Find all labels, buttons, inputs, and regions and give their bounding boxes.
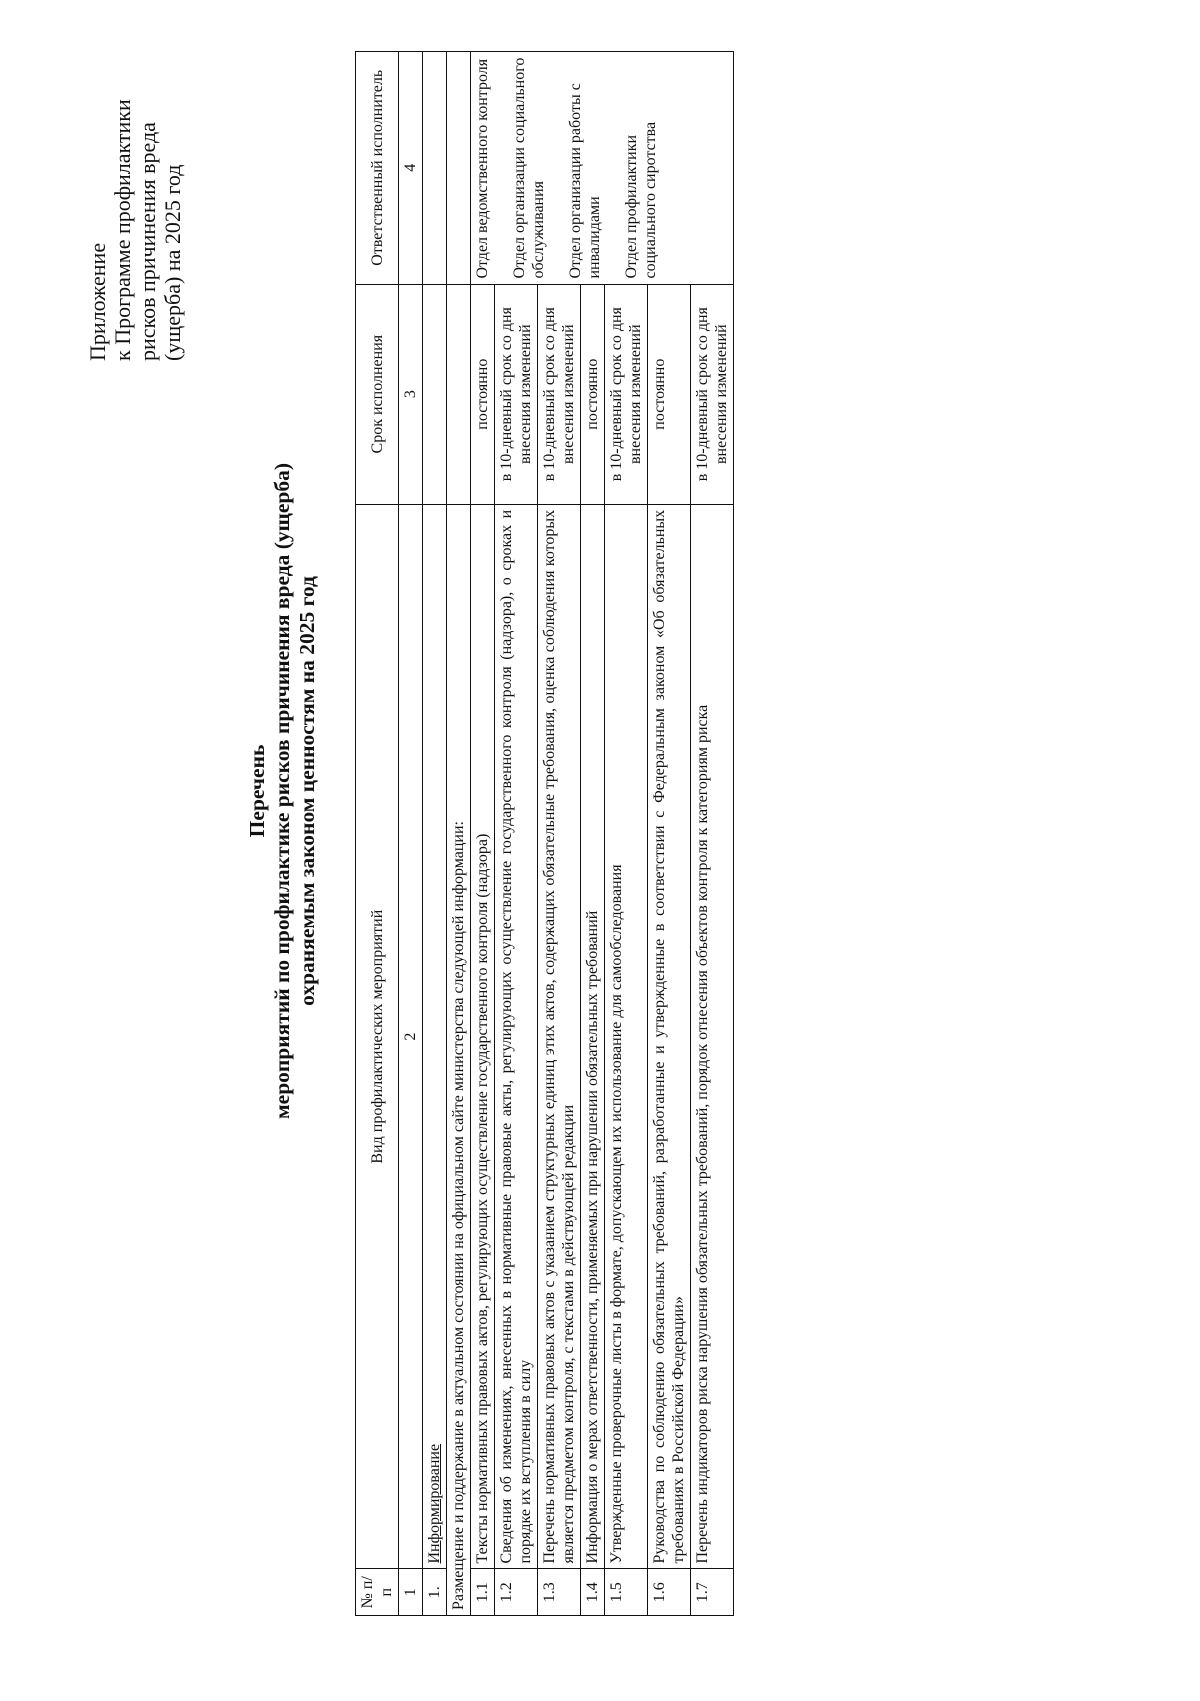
row-desc: Перечень индикаторов риска нарушения обязательных требований, порядок отнесения объектов контроля к категориям риска [691, 504, 734, 1569]
header-exec: Ответственный исполнитель [356, 52, 399, 285]
executor-item: Отдел организации работы с инвалидами [567, 83, 603, 279]
table-row [605, 52, 648, 1616]
row-term: в 10-дневный срок со дня внесения изменений [691, 284, 734, 504]
table-row [648, 52, 691, 1616]
section-row [423, 52, 447, 1616]
header-desc: Вид профилактических мероприятий [356, 504, 399, 1569]
row-num: 1.2 [495, 1569, 538, 1616]
executors-cell [471, 52, 734, 285]
appendix-note [85, 61, 185, 361]
table-row [471, 52, 495, 1616]
row-desc: Информация о мерах ответственности, применяемых при нарушении обязательных требований [581, 504, 605, 1569]
table-row [538, 52, 581, 1616]
appendix-line: (ущерба) на 2025 год [160, 164, 185, 361]
row-term: в 10-дневный срок со дня внесения изменений [605, 284, 648, 504]
appendix-line: к Программе профилактики [110, 99, 135, 361]
row-term: постоянно [648, 284, 691, 504]
executor-item: Отдел ведомственного контроля [474, 58, 491, 279]
table-row [581, 52, 605, 1616]
index-cell: 3 [399, 284, 423, 504]
appendix-line: Приложение [85, 242, 110, 361]
empty-cell [423, 284, 447, 504]
row-term: в 10-дневный срок со дня внесения изменений [538, 284, 581, 504]
section-num: 1. [423, 1569, 447, 1616]
row-num: 1.3 [538, 1569, 581, 1616]
measures-table [355, 51, 734, 1616]
intro-row [447, 52, 471, 1616]
title-line: охраняемым законом ценностям на 2025 год [295, 576, 319, 1006]
row-num: 1.6 [648, 1569, 691, 1616]
empty-cell [447, 52, 471, 285]
index-cell: 2 [399, 504, 423, 1569]
row-desc: Тексты нормативных правовых актов, регулирующих осуществление государственного контроля (надзора) [471, 504, 495, 1569]
row-num: 1.1 [471, 1569, 495, 1616]
header-num: № п/п [356, 1569, 399, 1616]
executor-item: Отдел профилактики социального сиротства [623, 121, 659, 279]
header-term: Срок исполнения [356, 284, 399, 504]
section-label: Информирование [423, 504, 447, 1569]
index-cell: 4 [399, 52, 423, 285]
column-index-row [399, 52, 423, 1616]
row-num: 1.4 [581, 1569, 605, 1616]
table-row [495, 52, 538, 1616]
row-num: 1.5 [605, 1569, 648, 1616]
row-desc: Утвержденные проверочные листы в формате, допускающем их использование для самообследования [605, 504, 648, 1569]
title-line: мероприятий по профилактике рисков причинения вреда (ущерба) [270, 463, 294, 1119]
row-term: постоянно [581, 284, 605, 504]
executor-item: Отдел организации социального обслуживания [511, 57, 547, 279]
intro-text: Размещение и поддержание в актуальном состоянии на официальном сайте министерства следующей информации: [447, 504, 471, 1615]
table-header-row [356, 52, 399, 1616]
row-term: постоянно [471, 284, 495, 504]
empty-cell [423, 52, 447, 285]
document-title [245, 261, 320, 1321]
row-desc: Руководства по соблюдению обязательных требований, разработанные и утвержденные в соответствии с Федеральным законом «Об обязательных требованиях в Российской Федерации» [648, 504, 691, 1569]
empty-cell [447, 284, 471, 504]
table-row [691, 52, 734, 1616]
row-term: в 10-дневный срок со дня внесения изменений [495, 284, 538, 504]
appendix-line: рисков причинения вреда [135, 122, 160, 361]
row-desc: Перечень нормативных правовых актов с указанием структурных единиц этих актов, содержащих обязательные требования, оценка соблюдения которых является предметом контроля, с текстами в действующей редакции [538, 504, 581, 1569]
title-line: Перечень [245, 744, 269, 838]
row-desc: Сведения об изменениях, внесенных в нормативные правовые акты, регулирующих осуществление государственного контроля (надзора), о сроках и порядке их вступления в силу [495, 504, 538, 1569]
index-cell: 1 [399, 1569, 423, 1616]
row-num: 1.7 [691, 1569, 734, 1616]
